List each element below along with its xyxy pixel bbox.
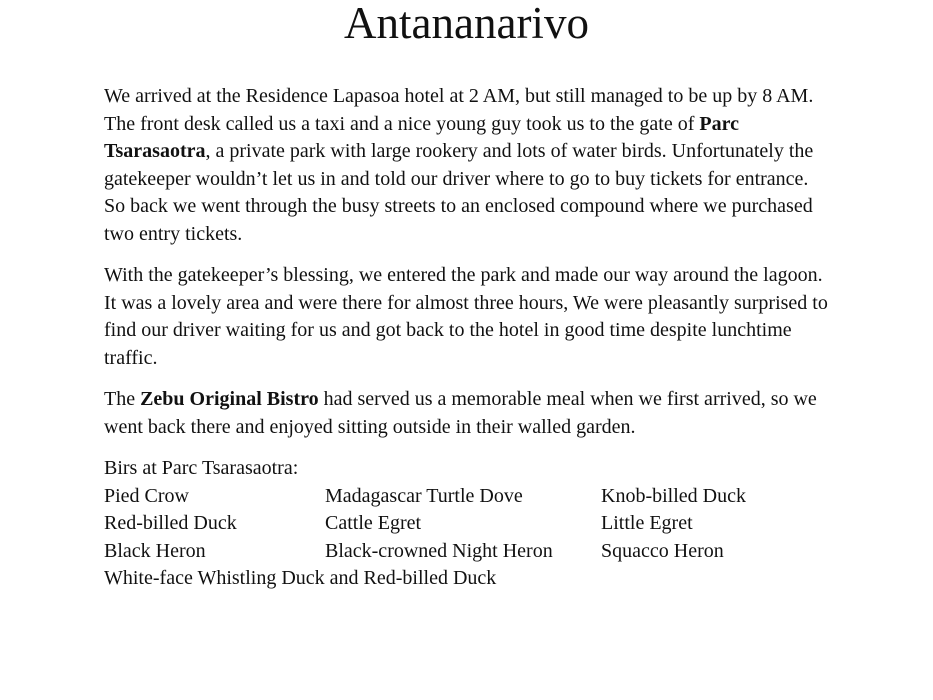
bird-list-item: Cattle Egret [325, 512, 422, 534]
document-body [104, 83, 834, 593]
bird-list-item: Black Heron [104, 539, 206, 562]
paragraph-text: The [104, 388, 141, 410]
paragraph-text: , a private park with large rookery and lots of water birds. Unfortunately the gatekeeper wouldn’t let us in and told our driver where to go to buy tickets for entrance. So back we went through the busy streets to an enclosed compound where we purchased two entry tickets. [104, 140, 814, 245]
bird-list-item: Knob-billed Duck [601, 484, 746, 507]
bold-place-name: Parc Tsarasaotra [104, 112, 739, 162]
bird-list-heading: Birs at Parc Tsarasaotra: [104, 457, 299, 479]
bold-place-name: Zebu Original Bistro [140, 388, 319, 410]
paragraph-text: had served us a memorable meal when we first arrived, so we went back there and enjoyed sitting outside in their walled garden. [104, 388, 817, 438]
paragraph-hotel-park [104, 83, 834, 248]
page-title: Antananarivo [344, 0, 589, 48]
bird-list-footer: White-face Whistling Duck and Red-billed Duck [104, 567, 497, 589]
paragraph-lagoon: With the gatekeeper’s blessing, we entered the park and made our way around the lagoon. It was a lovely area and were there for almost three hours, We were pleasantly surprised to find our driver waiting for us and got back to the hotel in good time despite lunchtime traffic. [104, 264, 828, 369]
bird-list-item: Black-crowned Night Heron [325, 539, 553, 562]
bird-list-item: Red-billed Duck [104, 512, 237, 534]
bird-list [104, 483, 834, 566]
paragraph-bistro [104, 386, 834, 441]
bird-list-item: Little Egret [601, 512, 693, 534]
bird-list-item: Squacco Heron [601, 539, 724, 562]
bird-list-item: Pied Crow [104, 484, 189, 507]
bird-list-item: Madagascar Turtle Dove [325, 484, 523, 507]
paragraph-text: We arrived at the Residence Lapasoa hotel at 2 AM, but still managed to be up by 8 AM. The front desk called us a taxi and a nice young guy took us to the gate of [104, 85, 814, 135]
